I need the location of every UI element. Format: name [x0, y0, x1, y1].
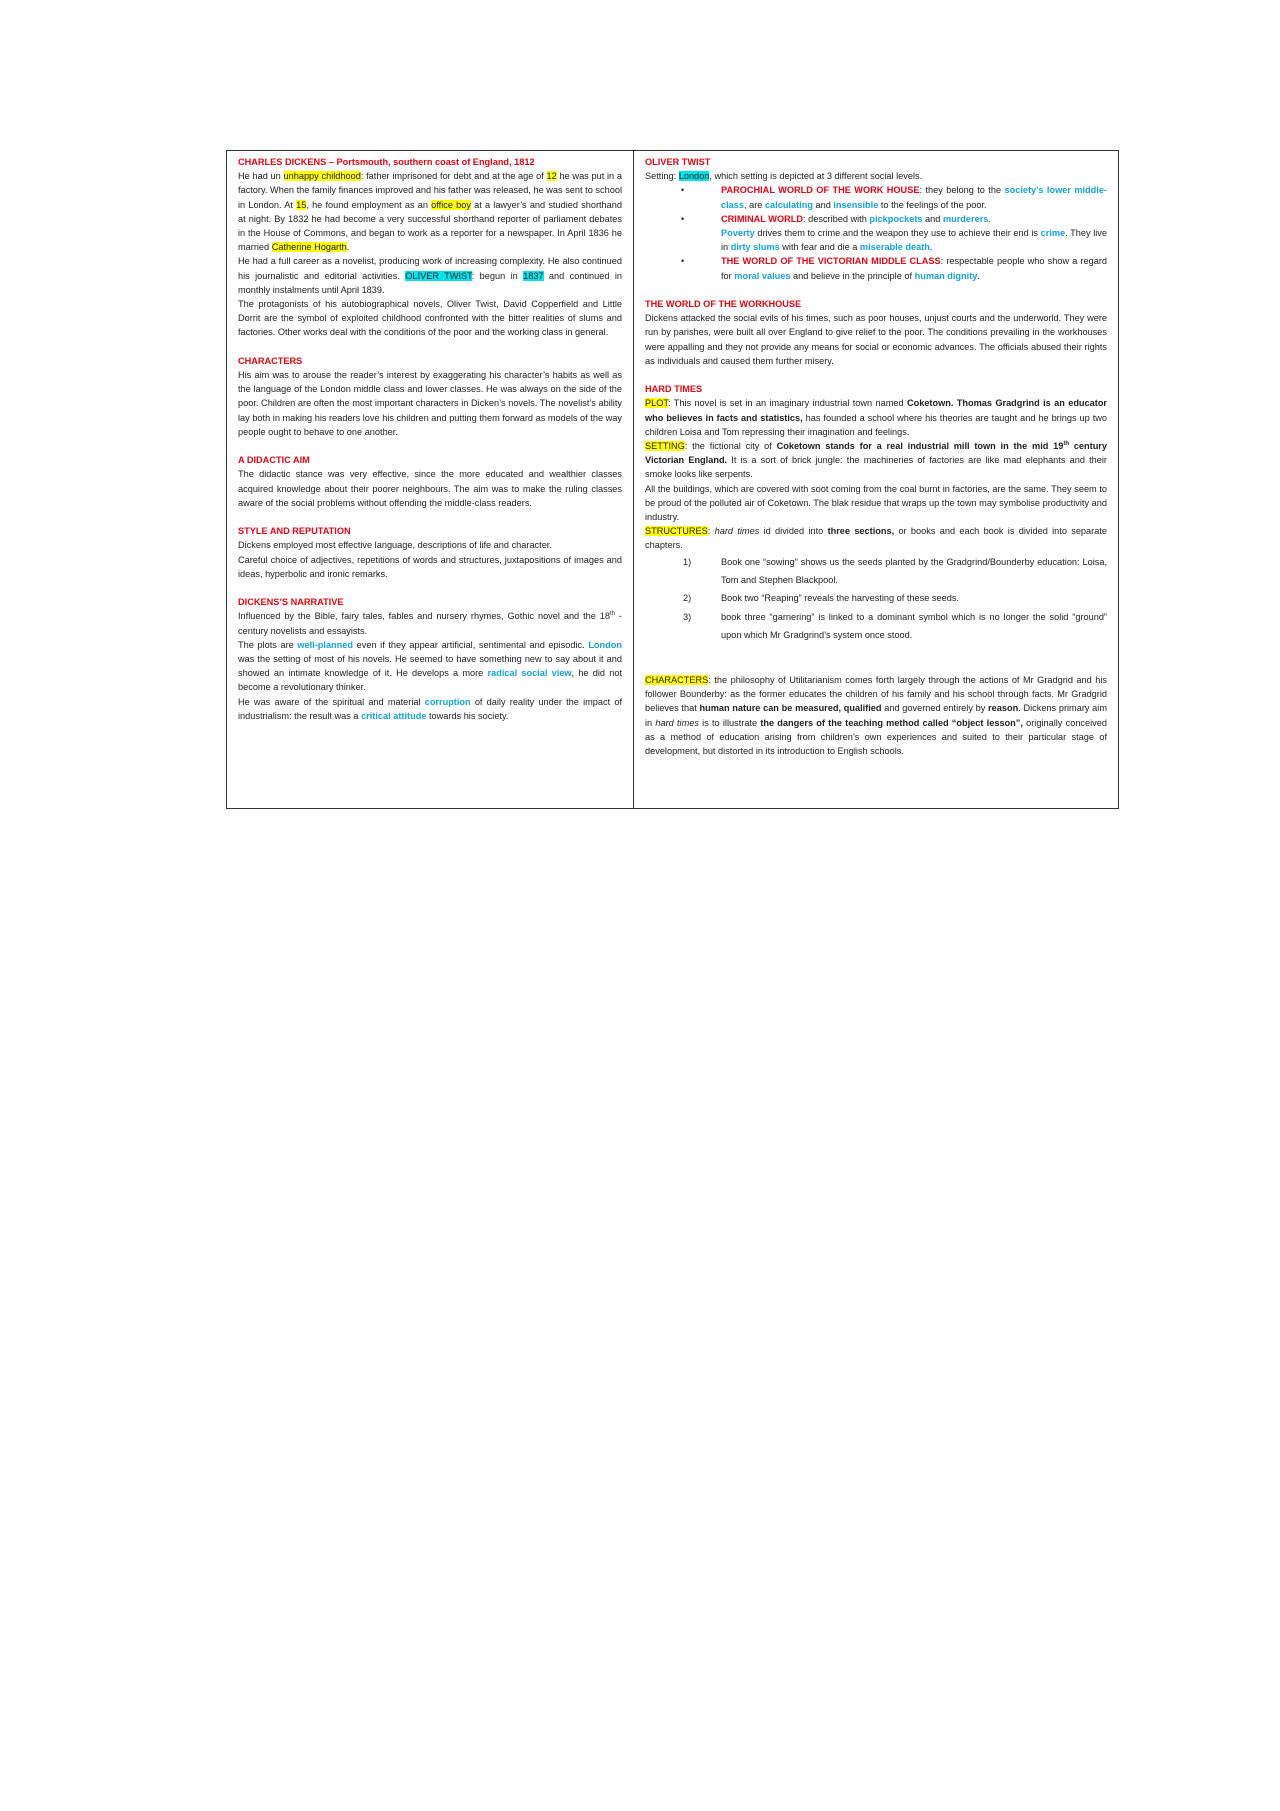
text-run: at a lawyer’s and studied shorthand at night. By 1832 he had become a very successful shorthand reporter of parliament debates in the House of Commons, and began to work as a reporter for a newspaper. In April 1836 he married — [238, 199, 622, 253]
style-paragraph-1: Dickens employed most effective language, descriptions of life and character. — [238, 540, 552, 551]
list-text: Book two “Reaping” reveals the harvesting of these seeds. — [721, 593, 959, 604]
text-run: He was aware of the spiritual and material — [238, 696, 425, 707]
text-run: : they belong to the — [919, 185, 1005, 196]
text-run: originally conceived as a method of education arising from children’s own experiences and suited to their particular stage of development, but distorted in its introduction to English schools. — [645, 717, 1107, 757]
section-title-hard-times: HARD TIMES — [645, 384, 703, 395]
highlight-unhappy-childhood: unhappy childhood — [283, 171, 361, 182]
spacer — [238, 439, 622, 453]
keyword: crime — [1040, 228, 1066, 239]
characters-utilitarianism-paragraph — [645, 673, 1107, 758]
list-text: Book one “sowing” shows us the seeds planted by the Gradgrind/Bounderby education: Loisa, Tom and Stephen Blackpool. — [721, 556, 1107, 586]
strong-text: the dangers of the teaching method called “object lesson”, — [760, 717, 1023, 728]
keyword: society’s lower middle-class — [721, 185, 1107, 210]
text-run: and continued in monthly instalments until April 1839. — [238, 270, 622, 295]
section-title-style: STYLE AND REPUTATION — [238, 526, 351, 537]
text-run: . Dickens primary aim in — [645, 703, 1107, 728]
italic-text: hard times — [714, 526, 760, 537]
text-run: : This novel is set in an imaginary industrial town named — [667, 398, 907, 409]
narrative-influences — [238, 609, 622, 637]
bullet-icon: • — [681, 213, 685, 224]
style-paragraph-2: Careful choice of adjectives, repetitions of words and structures, juxtapositions of images and ideas, hyperbolic and ironic remarks. — [238, 554, 622, 579]
italic-text: hard times — [655, 717, 699, 728]
spacer — [645, 645, 1107, 659]
spacer — [645, 283, 1107, 297]
text-run: . — [988, 213, 991, 224]
list-item — [645, 254, 1107, 282]
keyword: moral values — [734, 270, 791, 281]
highlight-age-12: 12 — [546, 171, 557, 182]
text-run: , he did not become a revolutionary thinker. — [238, 668, 622, 693]
highlight-london: London — [678, 171, 710, 182]
highlight-1837: 1837 — [523, 270, 544, 281]
highlight-office-boy: office boy — [431, 199, 471, 210]
text-run: was the setting of most of his novels. He seemed to have something new to say about it and showed an intimate knowledge of it. He develops a more — [238, 654, 622, 679]
superscript: th — [610, 611, 616, 618]
text-run: . They live in — [721, 228, 1107, 253]
text-run: is to illustrate — [698, 717, 761, 728]
section-title-didactic-aim: A DIDACTIC AIM — [238, 455, 310, 466]
section-title-narrative: DICKENS’S NARRATIVE — [238, 597, 344, 608]
keyword-well-planned: well-planned — [297, 639, 354, 650]
text-run: : — [707, 526, 715, 537]
highlight-structures: STRUCTURES — [645, 526, 708, 537]
keyword: pickpockets — [869, 213, 923, 224]
section-title-charles-dickens: CHARLES DICKENS – Portsmouth, southern coast of England, 1812 — [238, 157, 535, 167]
superscript: th — [1063, 440, 1070, 447]
keyword-radical-social-view: radical social view — [487, 668, 572, 679]
text-run: and believe in the principle of — [790, 270, 915, 281]
text-run: : the fictional city of — [684, 441, 777, 452]
text-run: drives them to crime and the weapon they use to achieve their end is — [754, 228, 1041, 239]
highlight-age-15: 15 — [296, 199, 307, 210]
text-run: , which setting is depicted at 3 different social levels. — [709, 171, 923, 182]
list-number: 2) — [683, 593, 692, 604]
list-number: 3) — [683, 611, 692, 622]
text-run: Setting: — [645, 171, 679, 182]
text-run: Influenced by the Bible, fairy tales, fables and nursery rhymes, Gothic novel and the 18 — [238, 611, 610, 622]
two-column-table — [226, 150, 1119, 809]
text-run: he was put in a factory. When the family finances improved and his father was released, he was sent to school in London. At — [238, 171, 623, 210]
didactic-paragraph: The didactic stance was very effective, since the more educated and wealthier classes acquired knowledge about their poorer neighbours. The aim was to make the ruling classes aware of the social problems without offending the middle-class readers. — [238, 469, 622, 508]
keyword: insensible — [833, 199, 879, 210]
keyword-corruption: corruption — [424, 696, 471, 707]
text-run: : described with — [803, 213, 870, 224]
narrative-corruption — [238, 695, 622, 723]
keyword: calculating — [764, 199, 813, 210]
keyword: dirty slums — [730, 242, 780, 253]
spacer — [238, 581, 622, 595]
section-title-workhouse: THE WORLD OF THE WORKHOUSE — [645, 299, 802, 310]
social-levels-list — [645, 183, 1107, 282]
text-run: towards his society. — [426, 710, 509, 721]
text-run: . — [929, 242, 933, 253]
text-run: id divided into — [759, 526, 828, 537]
text-run: The plots are — [238, 639, 298, 650]
spacer — [645, 659, 1107, 673]
strong-text: century Victorian England. — [645, 441, 1107, 466]
text-run: : father imprisoned for debt and at the age of — [360, 171, 547, 182]
list-text: book three “garnering” is linked to a dominant symbol which is no longer the solid “ground” upon which Mr Gradgrind’s system once stood. — [721, 611, 1107, 641]
setting-paragraph — [645, 439, 1107, 482]
text-run: He had un — [238, 171, 284, 182]
strong-text: three sections, — [827, 526, 895, 537]
keyword-victorian-middle-class: THE WORLD OF THE VICTORIAN MIDDLE CLASS — [721, 256, 941, 267]
highlight-oliver-twist: OLIVER TWIST — [405, 270, 472, 281]
keyword-critical-attitude: critical attitude — [361, 710, 427, 721]
buildings-paragraph: All the buildings, which are covered with soot coming from the coal burnt in factories, are the same. They seem to be proud of the polluted air of Coketown. The blak residue that wraps up the town may symbolise productivity and industry. — [645, 483, 1107, 523]
list-item — [645, 553, 1107, 590]
highlight-plot: PLOT — [645, 398, 668, 409]
highlight-setting: SETTING — [645, 441, 685, 452]
spacer — [238, 340, 622, 354]
text-run: with fear and die a — [779, 242, 860, 253]
oliver-setting — [645, 169, 1107, 183]
keyword: miserable death — [859, 242, 930, 253]
books-list — [645, 553, 1107, 645]
keyword-parochial-world: PAROCHIAL WORLD OF THE WORK HOUSE — [721, 185, 920, 196]
highlight-catherine-hogarth: Catherine Hogarth — [271, 242, 347, 253]
characters-paragraph: His aim was to arouse the reader’s interest by exaggerating his character’s habits as well as the language of the London middle class and lower classes. He was always on the side of the poor. Children are often the most important characters in Dicken’s novels. The novelist’s ability lay both in making his readers love his children and putting them forward as models of the way people ought to behave to one another. — [238, 370, 622, 437]
workhouse-paragraph: Dickens attacked the social evils of his times, such as poor houses, unjust courts and the underworld. They were run by parishes, were built all over England to give relief to the poor. The conditions prevailing in the workhouses were appalling and they not provide any means for social or economic advances. The officials abused their rights as individuals and caused them further misery. — [645, 313, 1107, 366]
left-column — [227, 151, 634, 808]
text-run: . — [977, 270, 980, 281]
strong-text: Coketown stands for a real industrial mill town in the mid 19 — [776, 441, 1064, 452]
list-item — [645, 212, 1107, 255]
strong-text: human nature can be measured, qualified — [699, 703, 882, 714]
list-item — [645, 589, 1107, 607]
text-run: of daily reality under the impact of industrialism: the result was a — [238, 696, 622, 721]
text-run: and — [812, 199, 834, 210]
plot-paragraph — [645, 396, 1107, 439]
text-run: He had a full career as a novelist, producing work of increasing complexity. He also continued his journalistic and editorial activities. — [238, 256, 622, 281]
spacer — [238, 510, 622, 524]
strong-text: reason — [988, 703, 1019, 714]
text-run: , are — [744, 199, 765, 210]
list-number: 1) — [683, 556, 692, 567]
text-run: . — [346, 242, 350, 253]
spacer — [645, 368, 1107, 382]
list-item — [645, 608, 1107, 645]
protagonists-paragraph: The protagonists of his autobiographical novels, Oliver Twist, David Copperfield and Little Dorrit are the symbol of exploited childhood confronted with the bitter realities of slums and factories. Other works deal with the conditions of the poor and the working class in general. — [238, 299, 622, 338]
career-paragraph — [238, 254, 622, 297]
strong-text: Coketown. Thomas Gradgrind is an educator who believes in facts and statistics, — [645, 398, 1108, 423]
text-run: : begun in — [471, 270, 524, 281]
keyword-criminal-world: CRIMINAL WORLD — [721, 213, 803, 224]
right-column — [634, 151, 1118, 808]
text-run: and — [922, 213, 943, 224]
keyword: murderers — [942, 213, 989, 224]
biography-paragraph — [238, 169, 622, 254]
keyword: human dignity — [914, 270, 978, 281]
text-run: -century novelists and essayists. — [238, 611, 622, 636]
bullet-icon: • — [681, 185, 685, 196]
structures-paragraph — [645, 524, 1107, 552]
keyword-london: London — [588, 639, 622, 650]
bullet-icon: • — [681, 256, 685, 267]
section-title-oliver-twist: OLIVER TWIST — [645, 157, 711, 167]
section-title-characters: CHARACTERS — [238, 355, 303, 366]
highlight-characters: CHARACTERS — [645, 675, 709, 686]
text-run: , he found employment as an — [306, 199, 432, 210]
text-run: has founded a school where his theories are taught and he brings up two children Loisa and Tom repressing their imagination and feelings. — [645, 412, 1107, 437]
list-item — [645, 183, 1107, 211]
text-run: and governed entirely by — [881, 703, 989, 714]
keyword: Poverty — [721, 228, 755, 239]
narrative-plots — [238, 638, 622, 695]
text-run: or books and each book is divided into separate chapters. — [645, 526, 1107, 551]
text-run: even if they appear artificial, sentimental and episodic. — [353, 639, 589, 650]
text-run: : the philosophy of Utilitarianism comes forth largely through the actions of Mr Gradgrid and his follower Bounderby: as the former educates the children of his family and his school through facts. Mr Gradgrid believes that — [645, 675, 1107, 714]
text-run: It is a sort of brick jungle: the machineries of factories are like mad elephants and their smoke looks like serpents. — [645, 455, 1107, 480]
text-run: : respectable people who show a regard for — [721, 256, 1107, 281]
text-run: to the feelings of the poor. — [878, 199, 987, 210]
